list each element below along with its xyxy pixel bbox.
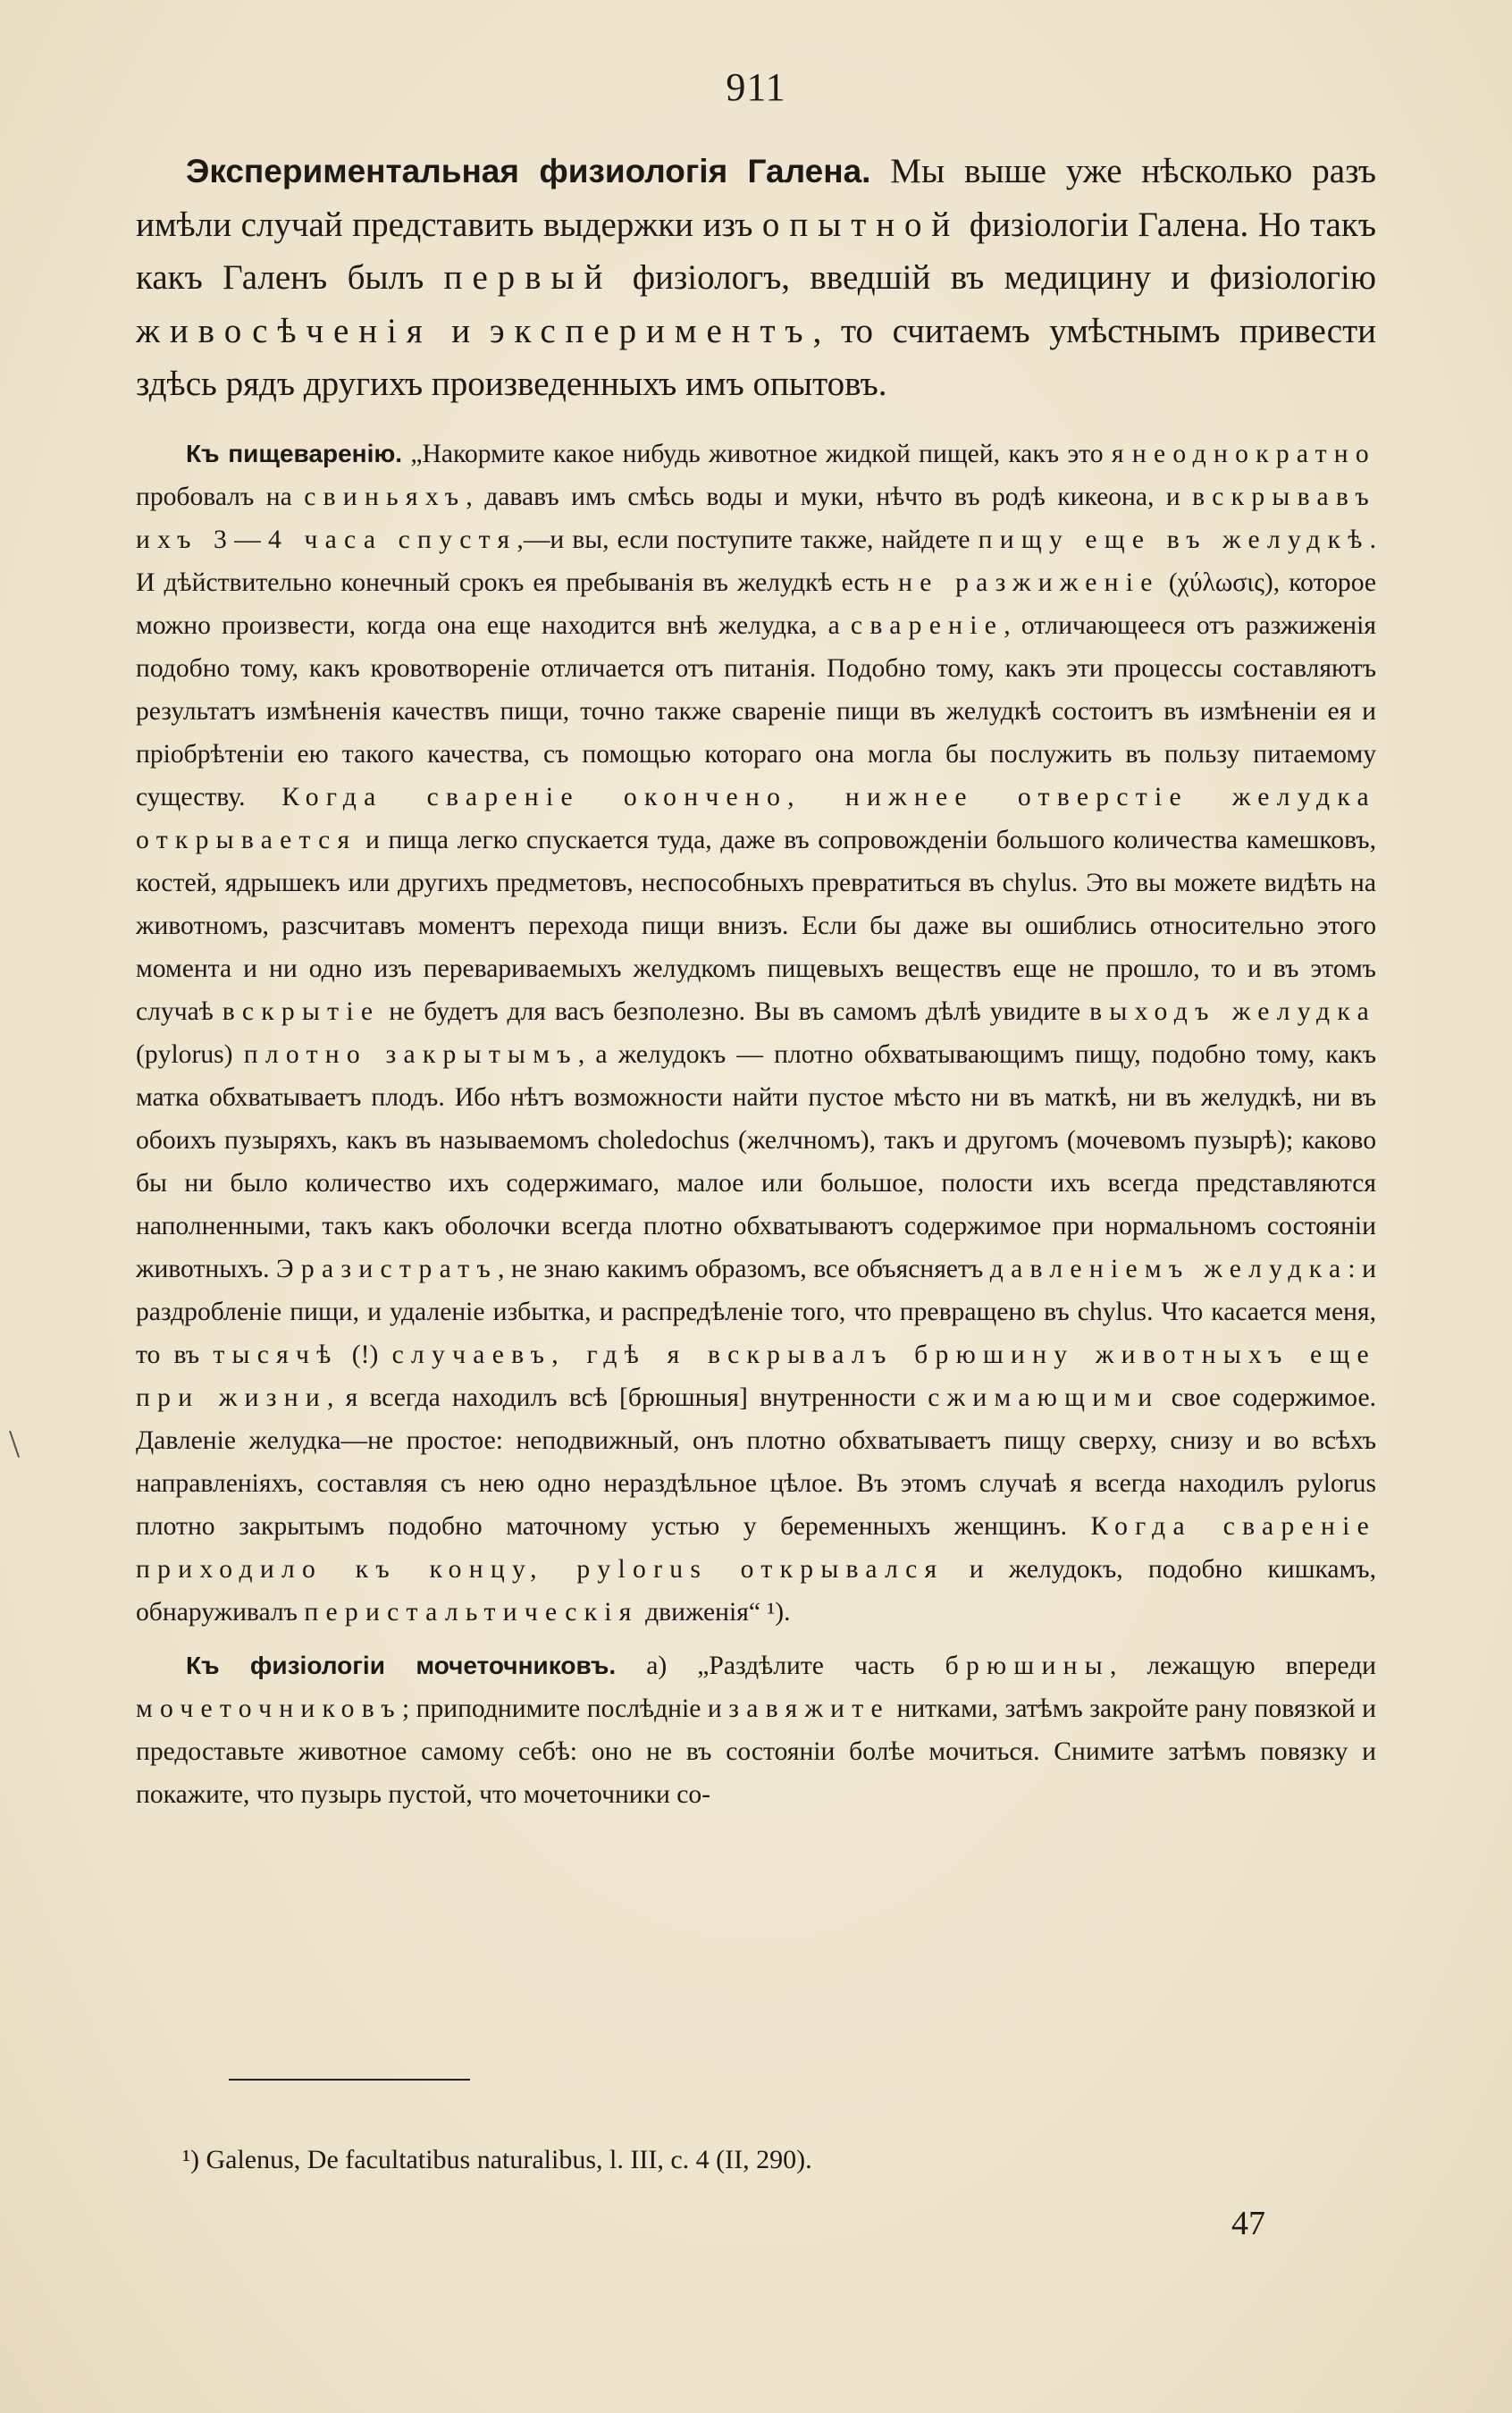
paragraph-text: „Накормите какое нибудь животное жидкой пищей, какъ это я	[402, 440, 1132, 468]
emphasis-text: выходъ желудка	[1089, 997, 1376, 1026]
paragraph-text: , лежащую впереди	[1109, 1652, 1376, 1680]
emphasis-text: вскрытіе	[222, 997, 381, 1026]
signature-number: 47	[1231, 2205, 1265, 2242]
emphasis-text: не разжиженіе	[898, 568, 1160, 597]
paragraph-text: движенія“ ¹).	[638, 1598, 791, 1627]
paragraph-text: пробовалъ на	[136, 483, 305, 511]
emphasis-text: Когда свареніе приходило къ концу, pylorus открывался	[136, 1512, 1377, 1584]
emphasis-text: живосѣченія	[136, 311, 433, 350]
emphasis-text: экспериментъ	[489, 311, 813, 350]
intro-section	[136, 145, 1376, 411]
paragraph-text: , отличающееся отъ разжиженія подобно тому, какъ кровотвореніе отличается отъ питанія. Подобно тому, какъ эти процессы составляютъ результатъ измѣненія качествъ пищи, точно также свареніе пищи въ желудкѣ состоитъ въ измѣненіи ея и пріобрѣтеніи ею такого качества, съ помощью котораго она могла бы послужить въ пользу питаемому существу.	[136, 611, 1376, 811]
paragraph-text: свое содержимое. Давленіе желудка—не простое: неподвижный, онъ плотно обхватываетъ пищу сверху, снизу и во всѣхъ направленіяхъ, составляя съ нею одно нераздѣльное цѣлое. Въ этомъ случаѣ я всегда находилъ pylorus плотно закрытымъ подобно маточному устью у беременныхъ женщинъ.	[136, 1383, 1376, 1541]
paragraph-text: , а желудокъ — плотно обхватывающимъ пищу, подобно тому, какъ матка обхватываетъ плодъ. Ибо нѣтъ возможности найти пустое мѣсто ни въ маткѣ, ни въ желудкѣ, ни въ обоихъ пузыряхъ, какъ въ называемомъ choledochus (желчномъ), такъ и другомъ (мочевомъ пузырѣ); каково бы ни было количество ихъ содержимаго, малое или большое, полости ихъ всегда представляются наполненными, такъ какъ оболочки всегда плотно обхватываютъ содержимое при нормальномъ состояніи животныхъ.	[136, 1040, 1377, 1283]
emphasis-text: давленіемъ желудка	[989, 1255, 1348, 1283]
intro-heading: Экспериментальная физиологія Галена.	[186, 153, 871, 189]
emphasis-text: сжимающими	[928, 1383, 1160, 1412]
emphasis-text: пищу еще въ желудкѣ	[978, 525, 1370, 554]
footnote-divider	[229, 2079, 470, 2081]
emphasis-text: свареніе	[850, 611, 1004, 640]
paragraph-text: (χύλωσις), которое можно произвести, когда она еще находится внѣ желудка, а	[136, 568, 1377, 640]
emphasis-text: перистальтическія	[304, 1598, 639, 1627]
urinary-paragraph	[136, 1644, 1376, 1816]
emphasis-text: тысячѣ	[213, 1341, 339, 1369]
intro-text: и	[432, 311, 490, 350]
intro-text: Мы выше уже нѣсколько разъ имѣли случай представить выдержки изъ	[136, 152, 1376, 244]
paragraph-text: а) „Раздѣлите часть	[616, 1652, 945, 1680]
emphasis-text: Эразистратъ	[276, 1255, 499, 1283]
intro-text: физіологіи Галена. Но такъ какъ Галенъ былъ	[136, 205, 1376, 297]
emphasis-text: брюшины	[945, 1652, 1110, 1680]
emphasis-text: опытной	[761, 205, 961, 244]
paragraph-text: , я всегда находилъ всѣ [брюшныя] внутренности	[326, 1383, 928, 1412]
page-number: 911	[726, 65, 786, 109]
intro-text: , то считаемъ умѣстнымъ привести здѣсь рядъ другихъ произведенныхъ имъ опытовъ.	[136, 311, 1376, 403]
body-section	[136, 433, 1376, 1816]
intro-text: физіологъ, введшій въ медицину и физіологію	[612, 258, 1376, 297]
urinary-heading: Къ физіологіи мочеточниковъ.	[186, 1652, 617, 1679]
emphasis-text: свиньяхъ	[304, 483, 466, 511]
paragraph-text: не будетъ для васъ безполезно. Вы въ самомъ дѣлѣ увидите	[380, 997, 1090, 1026]
emphasis-text: вскрывавъ ихъ 3—4 часа спустя	[136, 483, 1376, 554]
digestion-heading: Къ пищеваренію.	[186, 440, 403, 467]
emphasis-text: Когда свареніе окончено, нижнее отверстіе желудка открывается	[136, 783, 1376, 854]
paragraph-text: и желудокъ, подобно кишкамъ, обнаруживалъ	[136, 1555, 1376, 1627]
emphasis-text: неоднократно	[1131, 440, 1377, 468]
paragraph-text: ,—и вы, если поступите также, найдете	[517, 525, 979, 554]
digestion-paragraph	[136, 433, 1376, 1634]
paragraph-text: (!)	[338, 1341, 392, 1369]
intro-paragraph	[136, 145, 1376, 411]
emphasis-text: завяжите	[728, 1694, 890, 1723]
paragraph-text: . И дѣйствительно конечный срокъ ея пребыванія въ желудкѣ есть	[136, 525, 1377, 597]
paragraph-text: , не знаю какимъ образомъ, все объясняетъ	[498, 1255, 990, 1283]
digestion-text	[136, 440, 1376, 1627]
paragraph-text: : и раздробленіе пищи, и удаленіе избытка, и распредѣленіе того, что превращено въ chylus. Что касается меня, то въ	[136, 1255, 1377, 1369]
emphasis-text: мочеточниковъ	[136, 1694, 402, 1723]
paragraph-text: нитками, затѣмъ закройте рану повязкой и предоставьте животное самому себѣ: оно не въ состояніи болѣе мочиться. Снимите затѣмъ повязку и покажите, что пузырь пустой, что мочеточники со-	[136, 1694, 1376, 1809]
emphasis-text: первый	[443, 258, 613, 297]
paragraph-text: , дававъ имъ смѣсь воды и муки, нѣчто въ родѣ кикеона, и	[466, 483, 1193, 511]
paragraph-text: (pylorus)	[136, 1040, 244, 1069]
paragraph-text: и пища легко спускается туда, даже въ сопровожденіи большого количества камешковъ, костей, ядрышекъ или другихъ предметовъ, неспособныхъ превратиться въ chylus. Это вы можете видѣть на животномъ, разсчитавъ моментъ перехода пищи внизъ. Если бы даже вы ошиблись относительно этого момента и ни одно изъ перевариваемыхъ желудкомъ пищевыхъ веществъ еще не прошло, то и въ этомъ случаѣ	[136, 826, 1376, 1026]
emphasis-text: плотно закрытымъ	[243, 1040, 578, 1069]
paragraph-text: ; приподнимите послѣдніе и	[401, 1694, 729, 1723]
emphasis-text: случаевъ, гдѣ я вскрывалъ брюшину животныхъ еще при жизни	[136, 1341, 1376, 1412]
footnote: ¹) Galenus, De facultatibus naturalibus, l. III, c. 4 (II, 290).	[182, 2145, 812, 2174]
margin-mark: \	[9, 1422, 21, 1466]
